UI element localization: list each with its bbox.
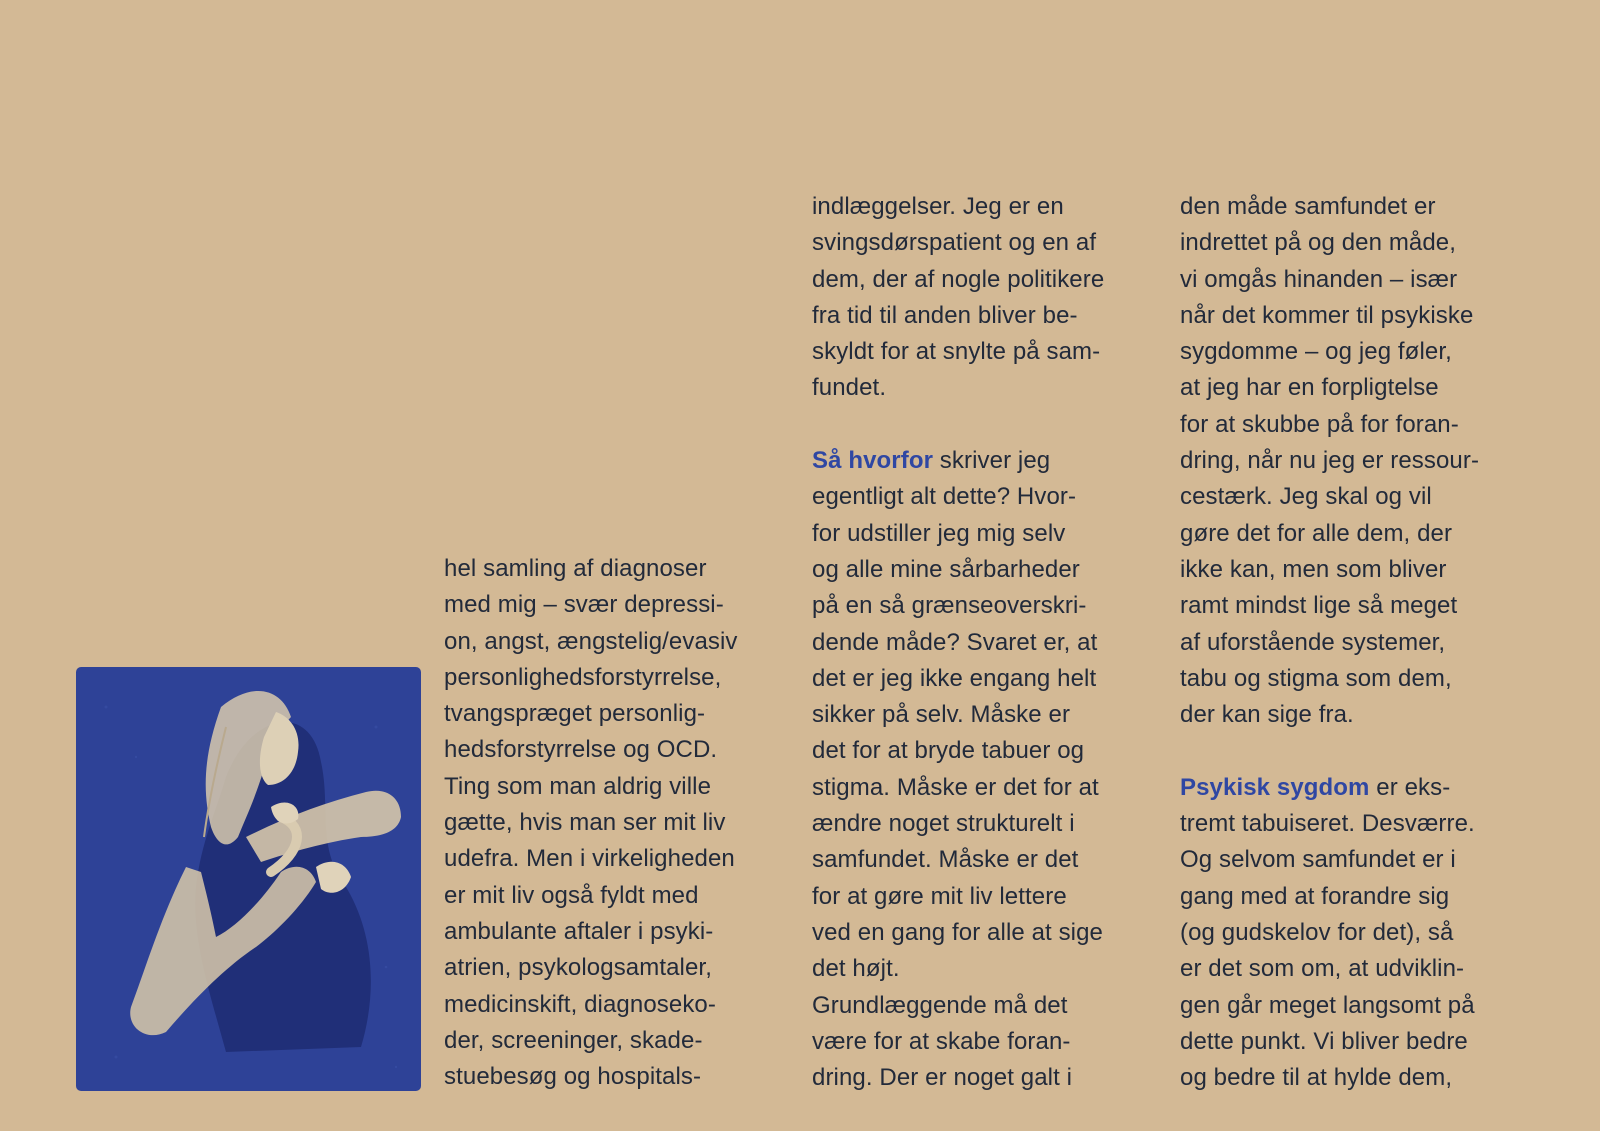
text-line: stuebesøg og hospitals- [444, 1063, 702, 1091]
text-line: gen går meget langsomt på [1180, 991, 1475, 1019]
text-line: for at gøre mit liv lettere [812, 882, 1067, 910]
text-line: på en så grænseoverskri- [812, 592, 1087, 620]
text-line: at jeg har en forpligtelse [1180, 374, 1439, 402]
embrace-icon [76, 667, 421, 1091]
text-line: det er jeg ikke engang helt [812, 664, 1097, 692]
text-line: on, angst, ængstelig/evasiv [444, 627, 738, 655]
text-line: hedsforstyrrelse og OCD. [444, 736, 718, 764]
text-line: ved en gang for alle at sige [812, 918, 1103, 946]
text-line: og alle mine sårbarheder [812, 555, 1080, 583]
text-line: sikker på selv. Måske er [812, 701, 1071, 729]
text-line: Og selvom samfundet er i [1180, 846, 1456, 874]
text-line: sygdomme – og jeg føler, [1180, 338, 1452, 366]
text-line: det højt. [812, 955, 900, 983]
embrace-illustration [76, 667, 421, 1091]
text-line: medicinskift, diagnoseko- [444, 990, 716, 1018]
text-line: personlighedsforstyrrelse, [444, 663, 722, 691]
text-fragment: skriver jeg [933, 447, 1051, 475]
text-line: hel samling af diagnoser [444, 555, 707, 582]
text-line: er mit liv også fyldt med [444, 881, 699, 909]
text-line: (og gudskelov for det), så [1180, 918, 1454, 946]
text-line: være for at skabe foran- [812, 1027, 1071, 1055]
paragraph-gap [1180, 733, 1540, 769]
text-column-2 [812, 189, 1172, 1096]
paragraph-gap [812, 407, 1172, 443]
text-line: med mig – svær depressi- [444, 591, 724, 619]
text-line: vi omgås hinanden – især [1180, 265, 1458, 293]
text-line: gætte, hvis man ser mit liv [444, 809, 726, 837]
text-line: ramt mindst lige så meget [1180, 592, 1458, 620]
text-line: den måde samfundet er [1180, 193, 1436, 220]
text-line: det for at bryde tabuer og [812, 737, 1085, 765]
text-line: gang med at forandre sig [1180, 882, 1450, 910]
text-line: cestærk. Jeg skal og vil [1180, 483, 1432, 511]
text-line: dem, der af nogle politikere [812, 265, 1105, 293]
text-line: for at skubbe på for foran- [1180, 410, 1459, 438]
text-line: skyldt for at snylte på sam- [812, 338, 1101, 366]
text-line: udefra. Men i virkeligheden [444, 845, 735, 873]
text-fragment: er eks- [1369, 773, 1451, 801]
text-column-3 [1180, 189, 1540, 1096]
text-line [1180, 770, 1540, 806]
text-line: atrien, psykologsamtaler, [444, 954, 712, 982]
text-line: tremt tabuiseret. Desværre. [1180, 810, 1475, 838]
text-line: af uforstående systemer, [1180, 628, 1446, 656]
text-column-1 [444, 551, 804, 1095]
text-line: dring, når nu jeg er ressour- [1180, 447, 1480, 475]
text-line: fundet. [812, 374, 887, 402]
text-line: tvangspræget personlig- [444, 700, 706, 728]
text-line: dring. Der er noget galt i [812, 1064, 1073, 1092]
text-line: er det som om, at udviklin- [1180, 955, 1465, 983]
text-line: dende måde? Svaret er, at [812, 628, 1098, 656]
text-line: stigma. Måske er det for at [812, 773, 1099, 801]
text-line: ambulante aftaler i psyki- [444, 917, 714, 945]
text-line: ikke kan, men som bliver [1180, 555, 1447, 583]
section-lead-in: Psykisk sygdom [1180, 773, 1370, 801]
text-line: fra tid til anden bliver be- [812, 301, 1078, 329]
text-line: Grundlæggende må det [812, 991, 1068, 1019]
text-line: dette punkt. Vi bliver bedre [1180, 1027, 1468, 1055]
text-line: gøre det for alle dem, der [1180, 519, 1453, 547]
text-line: samfundet. Måske er det [812, 846, 1079, 874]
text-line: og bedre til at hylde dem, [1180, 1064, 1453, 1092]
text-line: for udstiller jeg mig selv [812, 519, 1066, 547]
text-line [812, 443, 1172, 479]
text-line: Ting som man aldrig ville [444, 772, 712, 800]
text-line: indlæggelser. Jeg er en [812, 193, 1064, 220]
text-line: tabu og stigma som dem, [1180, 664, 1452, 692]
text-line: svingsdørspatient og en af [812, 229, 1097, 257]
text-line: indrettet på og den måde, [1180, 229, 1457, 257]
text-line: der kan sige fra. [1180, 701, 1354, 729]
text-line: ændre noget strukturelt i [812, 810, 1075, 838]
text-line: der, screeninger, skade- [444, 1026, 703, 1054]
text-line: egentligt alt dette? Hvor- [812, 483, 1077, 511]
text-line: når det kommer til psykiske [1180, 301, 1474, 329]
section-lead-in: Så hvorfor [812, 447, 934, 475]
